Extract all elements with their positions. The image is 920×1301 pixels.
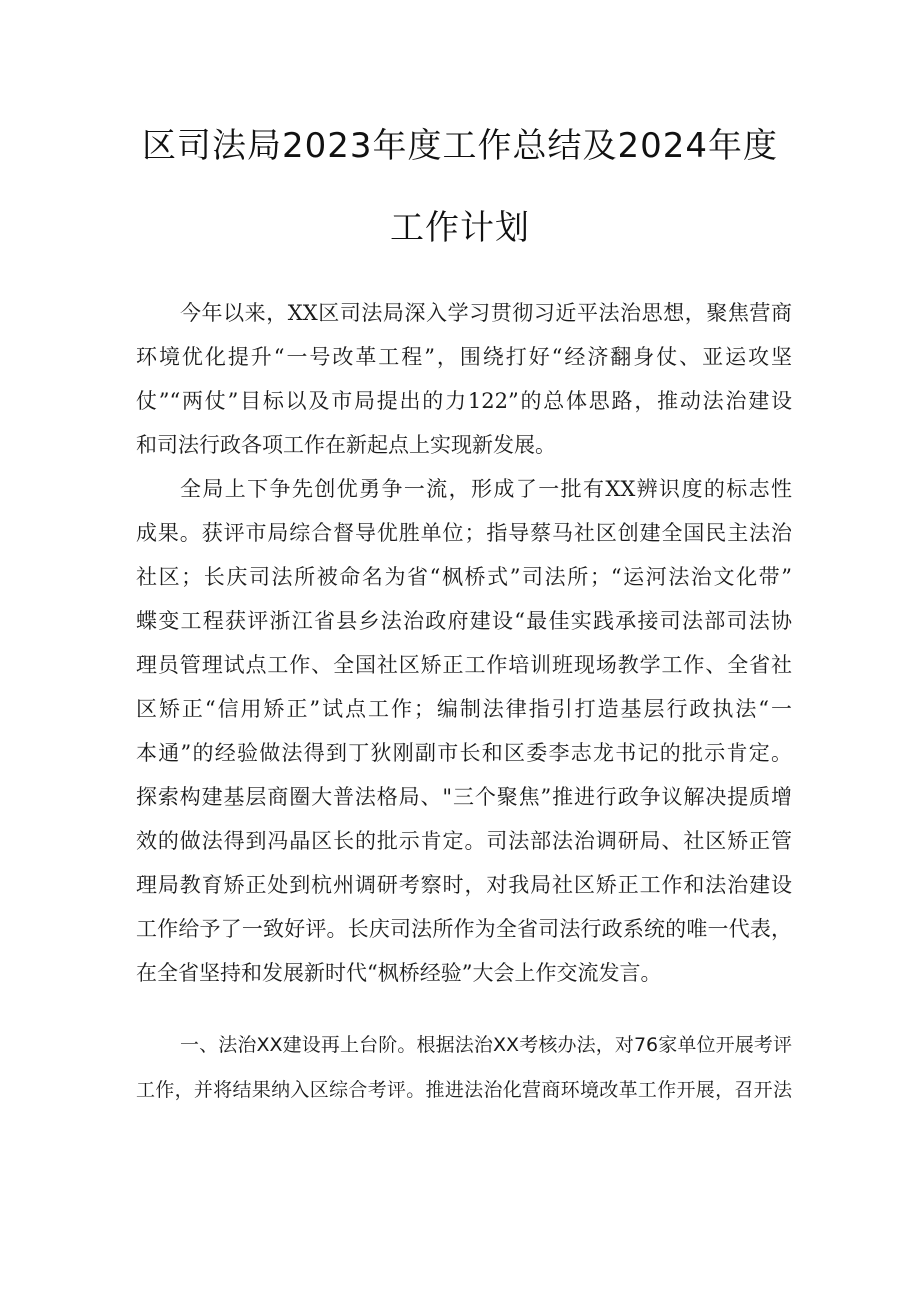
section-1-line-2-serif: 推进法治化营商环境改革工作开展，召开法 (425, 1079, 792, 1101)
paragraph-line: 本通”的经验做法得到丁狄刚副市长和区委李志龙书记的批示肯定。 (136, 741, 792, 765)
paragraph-line: 今年以来，XX区司法局深入学习贯彻习近平法治思想，聚焦营商 (180, 301, 792, 325)
paragraph-line: 探索构建基层商圈大普法格局、"三个聚焦”推进行政争议解决提质增 (136, 785, 792, 809)
paragraph-line: 蝶变工程获评浙江省县乡法治政府建设“最佳实践承接司法部司法协 (136, 609, 792, 633)
paragraph-line: 和司法行政各项工作在新起点上实现新发展。 (136, 433, 556, 457)
paragraph-line: 仗”“两仗”目标以及市局提出的力122”的总体思路，推动法治建设 (136, 389, 792, 413)
paragraph-line: 理局教育矫正处到杭州调研考察时，对我局社区矫正工作和法治建设 (136, 873, 792, 897)
paragraph-line: 环境优化提升“一号改革工程”，围绕打好“经济翻身仗、亚运攻坚 (136, 345, 792, 369)
paragraph-line: 社区；长庆司法所被命名为省“枫桥式”司法所；“运河法治文化带” (136, 565, 792, 589)
section-1-heading-line: 一、法治XX建设再上台阶。根据法治XX考核办法，对76家单位开展考评 (180, 1034, 792, 1056)
paragraph-line: 工作给予了一致好评。长庆司法所作为全省司法行政系统的唯一代表， (136, 917, 792, 941)
paragraph-line: 全局上下争先创优勇争一流，形成了一批有XX辨识度的标志性 (180, 477, 792, 501)
paragraph-line: 区矫正“信用矫正”试点工作；编制法律指引打造基层行政执法“一 (136, 697, 792, 721)
section-1-line-2-sans: 工作，并将结果纳入区综合考评。 (136, 1079, 426, 1101)
document-title-line-1: 区司法局2023年度工作总结及2024年度 (141, 126, 779, 166)
paragraph-line: 理员管理试点工作、全国社区矫正工作培训班现场教学工作、全省社 (136, 653, 792, 677)
paragraph-line: 成果。获评市局综合督导优胜单位；指导蔡马社区创建全国民主法治 (136, 521, 792, 545)
paragraph-line: 效的做法得到冯晶区长的批示肯定。司法部法治调研局、社区矫正管 (136, 829, 792, 853)
section-1-line-2 (136, 1074, 792, 1104)
document-title-line-2: 工作计划 (390, 208, 530, 248)
paragraph-line: 在全省坚持和发展新时代“枫桥经验”大会上作交流发言。 (136, 961, 662, 985)
